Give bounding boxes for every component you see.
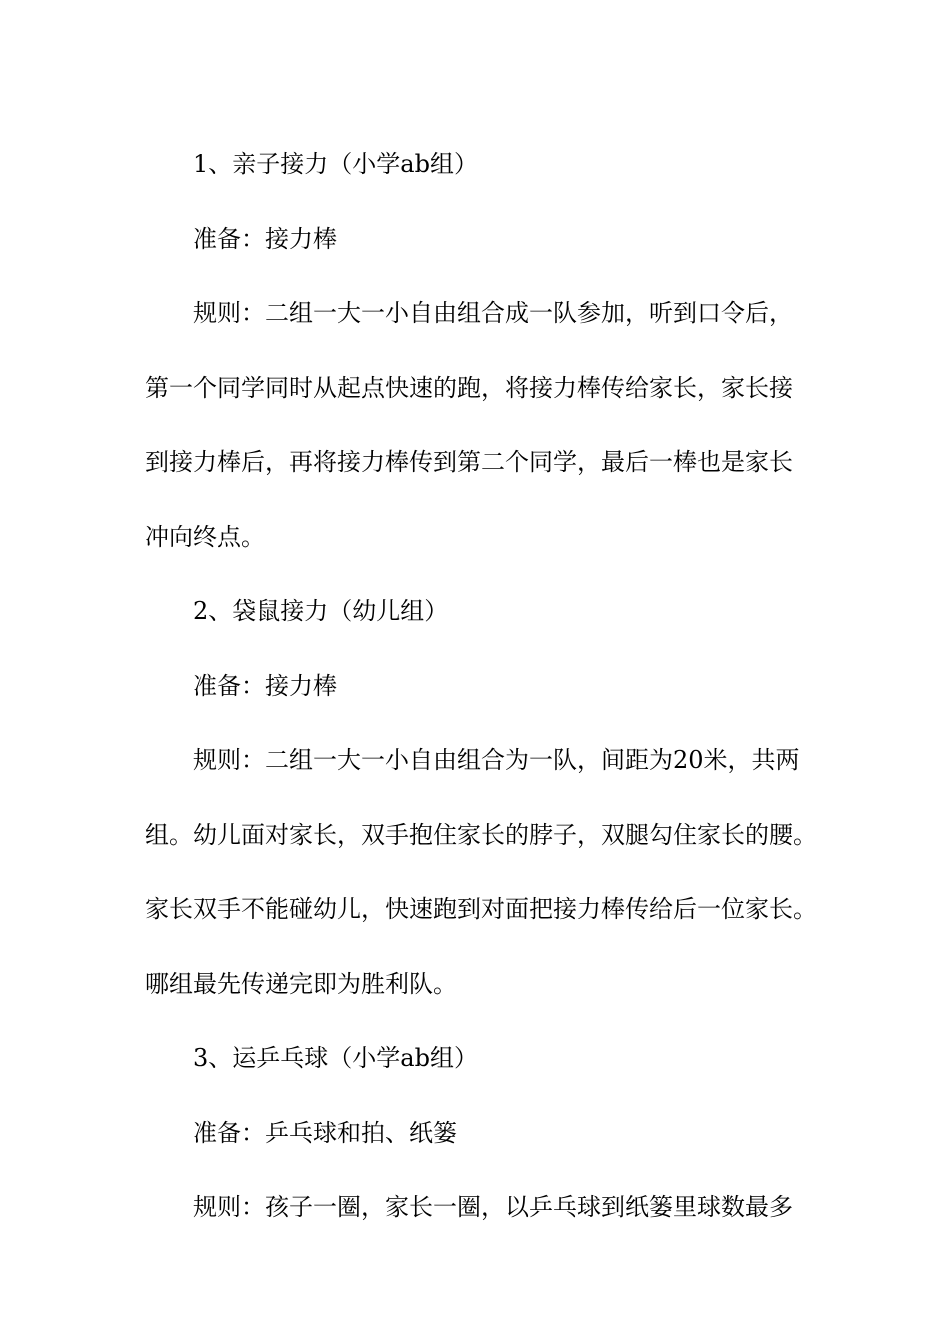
section-heading-text: 3、运乒乓球（小学ab组） xyxy=(193,1044,478,1072)
document-body xyxy=(145,127,835,1245)
section-heading-text: 2、袋鼠接力（幼儿组） xyxy=(193,597,449,625)
rule-line: 家长双手不能碰幼儿，快速跑到对面把接力棒传给后一位家长。 xyxy=(145,895,817,923)
rule-line: 规则：二组一大一小自由组合成一队参加，听到口令后， xyxy=(193,299,793,327)
rule-line: 冲向终点。 xyxy=(145,522,265,551)
section-3-heading xyxy=(145,1021,835,1096)
rule-line: 到接力棒后，再将接力棒传到第二个同学，最后一棒也是家长 xyxy=(145,448,793,476)
rule-line: 规则：孩子一圈，家长一圈，以乒乓球到纸篓里球数最多 xyxy=(193,1193,793,1221)
section-3-rules xyxy=(145,1170,835,1245)
rule-line: 第一个同学同时从起点快速的跑，将接力棒传给家长，家长接 xyxy=(145,373,793,402)
section-1-heading xyxy=(145,127,835,202)
section-2-rules xyxy=(145,723,835,1021)
prep-text: 准备：接力棒 xyxy=(193,224,337,253)
prep-text: 准备：乒乓球和拍、纸篓 xyxy=(193,1118,457,1147)
section-3-prep xyxy=(145,1096,835,1171)
section-1-rules xyxy=(145,276,835,574)
rule-line: 哪组最先传递完即为胜利队。 xyxy=(145,969,457,998)
section-1-prep xyxy=(145,202,835,277)
rule-line: 规则：二组一大一小自由组合为一队，间距为20米，共两 xyxy=(193,746,800,774)
prep-text: 准备：接力棒 xyxy=(193,671,337,700)
section-heading-text: 1、亲子接力（小学ab组） xyxy=(193,150,478,178)
section-2-heading xyxy=(145,574,835,649)
section-2-prep xyxy=(145,649,835,724)
rule-line: 组。幼儿面对家长，双手抱住家长的脖子，双腿勾住家长的腰。 xyxy=(145,820,817,849)
